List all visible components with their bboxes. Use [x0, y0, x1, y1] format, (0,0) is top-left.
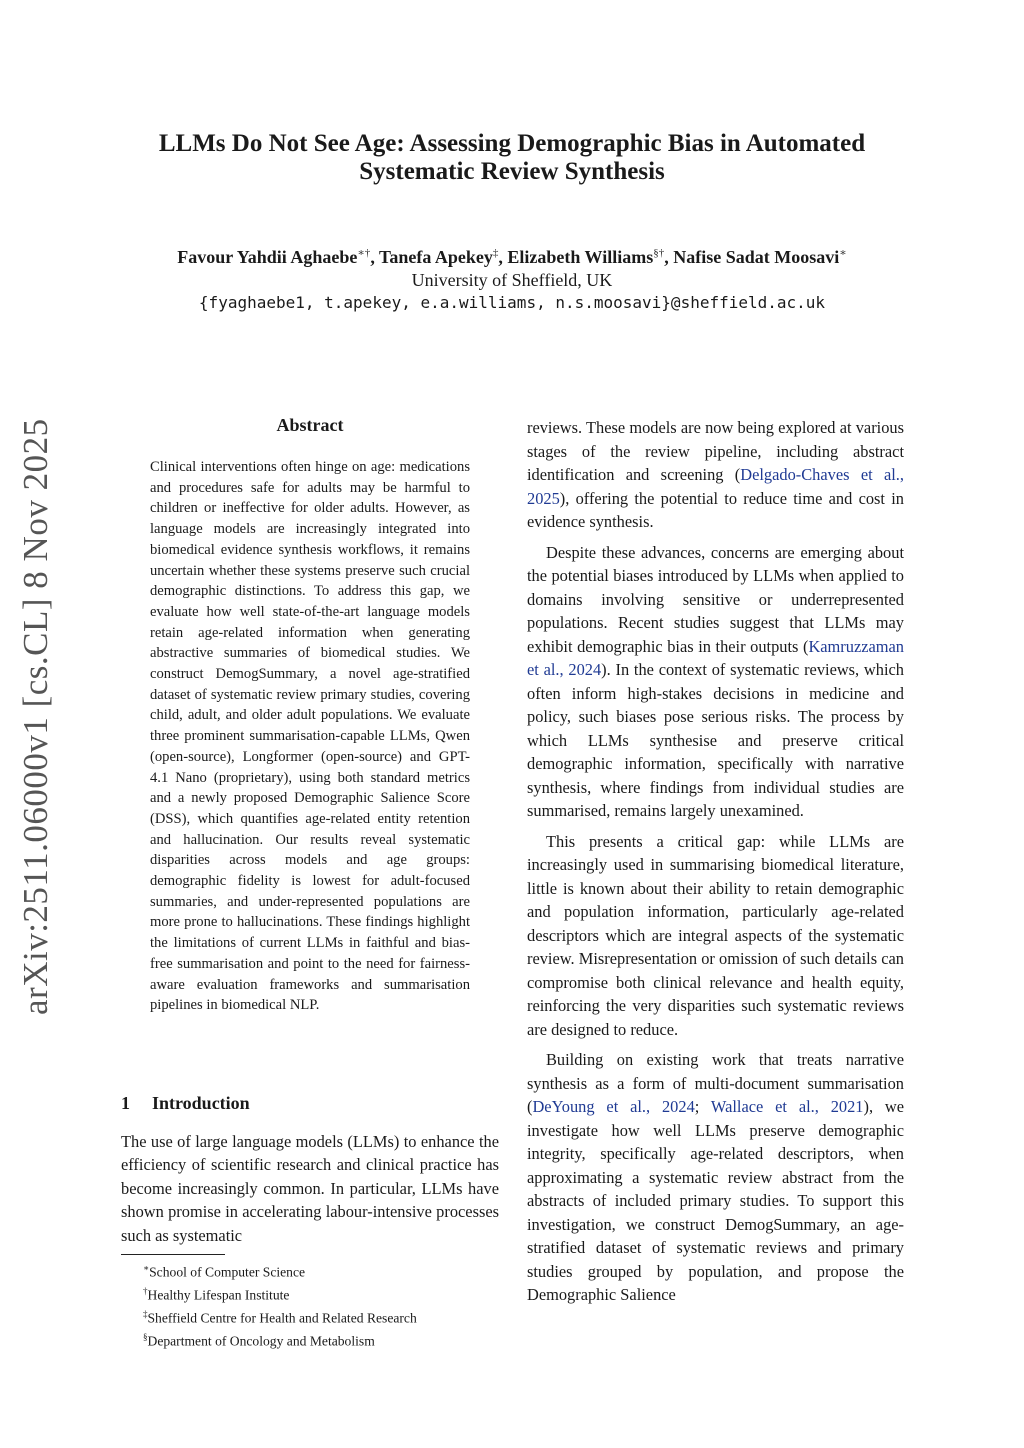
abstract-body: Clinical interventions often hinge on age: medications and procedures safe for adults may be harmful to children or ineffective for older adults. However, as language models are increasingly integrated into biomedical evidence synthesis workflows, it remains uncertain whether these systems preserve such crucial demographic distinctions. To address this gap, we evaluate how well state-of-the-art language models retain age-related information when generating abstractive summaries of biomedical studies. We construct DemogSummary, a novel age-stratified dataset of systematic review primary studies, covering child, adult, and older adult populations. We evaluate three prominent summarisation-capable LLMs, Qwen (open-source), Longformer (open-source) and GPT-4.1 Nano (proprietary), using both standard metrics and a newly proposed Demographic Salience Score (DSS), which quantifies age-related entity retention and hallucination. Our results reveal systematic disparities across models and age groups: demographic fidelity is lowest for adult-focused summaries, and under-represented populations are more prone to hallucinations. These findings highlight the limitations of current LLMs in faithful and bias-free summarisation and point to the need for fairness-aware evaluation frameworks and summarisation pipelines in biomedical NLP.	[150, 459, 470, 1014]
author-name: Tanefa Apekey	[379, 247, 493, 267]
paragraph: This presents a critical gap: while LLMs are increasingly used in summarising biomedical literature, little is known about their ability to retain demographic and population information, particularly age-related descriptors which are integral aspects of the systematic review. Misrepresentation or omission of such details can compromise both clinical relevance and health equity, reinforcing the very disparities such systematic reviews are designed to reduce.	[527, 831, 904, 1039]
footnote-mark: ∗	[143, 1263, 150, 1273]
paragraph: Building on existing work that treats narrative synthesis as a form of multi-document summarisation (DeYoung et al., 2024; Wallace et al., 2021), we investigate how well LLMs preserve demographic integrity, specifically age-related descriptors, when approximating a systematic review abstract from the abstracts of included primary studies. To support this investigation, we construct DemogSummary, an age-stratified dataset of systematic reviews and primary studies grouped by population, and propose the Demographic Salience	[527, 1050, 905, 1304]
author-name: Favour Yahdii Aghaebe	[177, 247, 358, 267]
footnotes	[143, 1259, 503, 1352]
title-line-2: Systematic Review Synthesis	[359, 158, 665, 185]
affiliation: University of Sheffield, UK	[411, 270, 613, 290]
paragraph: Despite these advances, concerns are emerging about the potential biases introduced by LLMs when applied to domains involving sensitive or underrepresented populations. Recent studies suggest that LLMs may exhibit demographic bias in their outputs (Kamruzzaman et al., 2024). In the context of systematic reviews, which often inform high-stakes decisions in medicine and policy, such biases pose serious risks. The process by which LLMs synthesise and preserve critical demographic information, specifically with narrative synthesis, where findings from individual studies are summarised, remains largely unexamined.	[527, 542, 904, 820]
author-name: Elizabeth Williams	[507, 247, 654, 267]
footnote-text: Healthy Lifespan Institute	[147, 1287, 290, 1303]
section-number: 1	[121, 1093, 130, 1113]
footnote-mark: †	[143, 1286, 148, 1297]
footnote-divider	[121, 1254, 225, 1255]
citation-link[interactable]: DeYoung et al., 2024	[532, 1097, 695, 1116]
author-marks: ∗†	[357, 247, 371, 259]
abstract-heading: Abstract	[276, 415, 344, 435]
footnote	[143, 1259, 503, 1282]
section-heading-introduction	[121, 1093, 250, 1114]
author-name: Nafise Sadat Moosavi	[673, 247, 840, 267]
title-line-1: LLMs Do Not See Age: Assessing Demographic Bias in Automated	[158, 130, 866, 157]
citation-link[interactable]: Kamruzzaman et al., 2024	[527, 636, 904, 679]
paper-title	[112, 130, 912, 186]
footnote	[143, 1305, 503, 1328]
footnote-mark: ‡	[143, 1309, 148, 1320]
footnote	[143, 1328, 503, 1351]
author-list: Favour Yahdii Aghaebe∗†, Tanefa Apekey‡, Elizabeth Williams§†, Nafise Sadat Moosavi∗	[177, 247, 847, 267]
section-title: Introduction	[152, 1093, 250, 1113]
footnote-text: School of Computer Science	[149, 1264, 306, 1280]
author-marks: ∗	[839, 247, 847, 259]
right-column	[527, 416, 904, 1314]
citation-link[interactable]: Wallace et al., 2021	[710, 1097, 864, 1116]
footnote-mark: §	[143, 1332, 148, 1343]
footnote-text: Department of Oncology and Metabolism	[147, 1333, 375, 1349]
footnote	[143, 1282, 503, 1305]
footnote-text: Sheffield Centre for Health and Related Research	[147, 1310, 417, 1326]
arxiv-sidebar-stamp: arXiv:2511.06000v1 [cs.CL] 8 Nov 2025	[16, 418, 55, 1015]
author-emails: {fyaghaebe1, t.apekey, e.a.williams, n.s.moosavi}@sheffield.ac.uk	[198, 293, 826, 312]
author-marks: ‡	[492, 247, 499, 259]
introduction-left-paragraph: The use of large language models (LLMs) to enhance the efficiency of scientific research and clinical practice has become increasingly common. In particular, LLMs have shown promise in accelerating labour-intensive processes such as systematic	[121, 1132, 499, 1245]
author-marks: §†	[653, 247, 665, 259]
paragraph: reviews. These models are now being explored at various stages of the review pipeline, including abstract identification and screening (Delgado-Chaves et al., 2025), offering the potential to reduce time and cost in evidence synthesis.	[527, 418, 904, 531]
citation-link[interactable]: Delgado-Chaves et al., 2025	[527, 465, 904, 508]
